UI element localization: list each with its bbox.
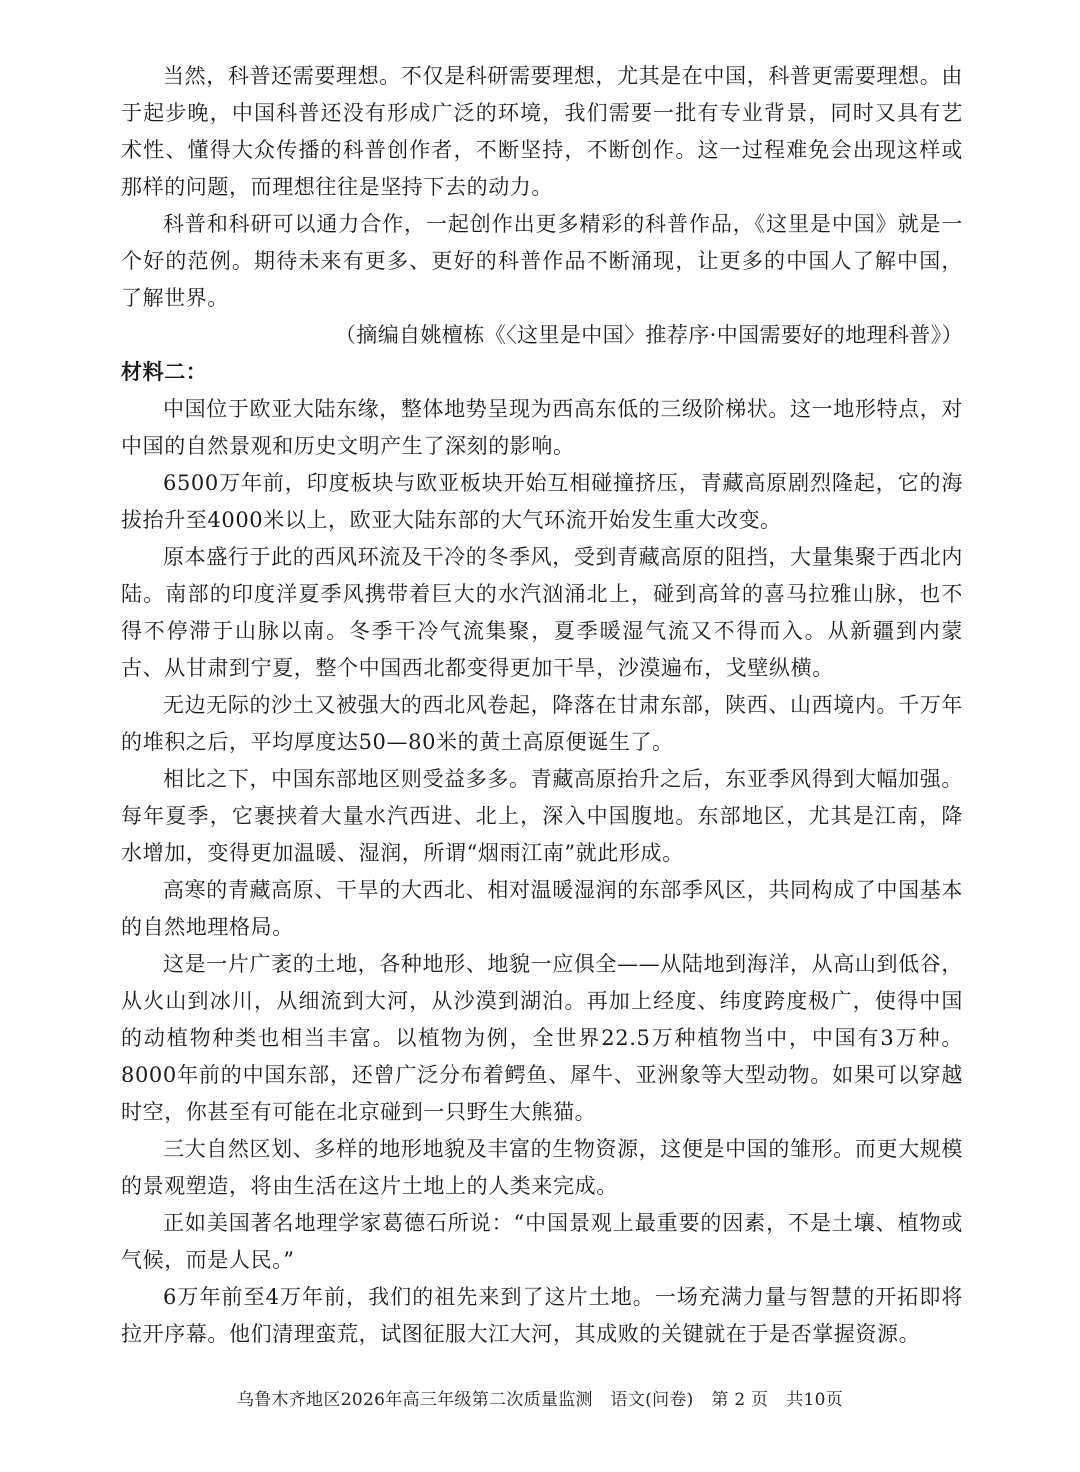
paragraph: 中国位于欧亚大陆东缘，整体地势呈现为西高东低的三级阶梯状。这一地形特点，对中国的自然景观和历史文明产生了深刻的影响。 xyxy=(121,397,963,458)
paragraph: 无边无际的沙土又被强大的西北风卷起，降落在甘肃东部，陕西、山西境内。千万年的堆积之后，平均厚度达50—80米的黄土高原便诞生了。 xyxy=(121,693,963,754)
exam-title: 乌鲁木齐地区2026年高三年级第二次质量监测 xyxy=(236,1390,593,1410)
page-total: 共10页 xyxy=(786,1390,844,1410)
paragraph: 相比之下，中国东部地区则受益多多。青藏高原抬升之后，东亚季风得到大幅加强。每年夏季，它裹挟着大量水汽西进、北上，深入中国腹地。东部地区，尤其是江南，降水增加，变得更加温暖、湿润，所谓“烟雨江南”就此形成。 xyxy=(121,767,963,865)
page-footer xyxy=(0,1386,1080,1414)
paragraph: 三大自然区划、多样的地形地貌及丰富的生物资源，这便是中国的雏形。而更大规模的景观塑造，将由生活在这片土地上的人类来完成。 xyxy=(121,1137,963,1198)
paragraph: 正如美国著名地理学家葛德石所说：“中国景观上最重要的因素，不是土壤、植物或气候，而是人民。” xyxy=(121,1211,963,1272)
paragraph: 6万年前至4万年前，我们的祖先来到了这片土地。一场充满力量与智慧的开拓即将拉开序幕。他们清理蛮荒，试图征服大江大河，其成败的关键就在于是否掌握资源。 xyxy=(121,1285,963,1346)
page-number: 第 2 页 xyxy=(711,1390,769,1410)
subject-label: 语文(问卷) xyxy=(610,1390,694,1410)
paragraph: 原本盛行于此的西风环流及干冷的冬季风，受到青藏高原的阻挡，大量集聚于西北内陆。南部的印度洋夏季风携带着巨大的水汽汹涌北上，碰到高耸的喜马拉雅山脉，也不得不停滞于山脉以南。冬季干冷气流集聚，夏季暖湿气流又不得而入。从新疆到内蒙古、从甘肃到宁夏，整个中国西北都变得更加干旱，沙漠遍布，戈壁纵横。 xyxy=(121,545,963,680)
page-content xyxy=(121,58,963,1353)
paragraph: 当然，科普还需要理想。不仅是科研需要理想，尤其是在中国，科普更需要理想。由于起步晚，中国科普还没有形成广泛的环境，我们需要一批有专业背景，同时又具有艺术性、懂得大众传播的科普创作者，不断坚持，不断创作。这一过程难免会出现这样或那样的问题，而理想往往是坚持下去的动力。 xyxy=(121,64,963,199)
section-heading: 材料二： xyxy=(121,360,208,384)
paragraph: 6500万年前，印度板块与欧亚板块开始互相碰撞挤压，青藏高原剧烈隆起，它的海拔抬升至4000米以上，欧亚大陆东部的大气环流开始发生重大改变。 xyxy=(121,471,963,532)
paragraph: 科普和科研可以通力合作，一起创作出更多精彩的科普作品，《这里是中国》就是一个好的范例。期待未来有更多、更好的科普作品不断涌现，让更多的中国人了解中国，了解世界。 xyxy=(121,212,963,310)
source-citation: （摘编自姚檀栋《〈这里是中国〉推荐序·中国需要好的地理科普》） xyxy=(334,323,963,347)
paragraph: 高寒的青藏高原、干旱的大西北、相对温暖湿润的东部季风区，共同构成了中国基本的自然地理格局。 xyxy=(121,878,963,939)
paragraph: 这是一片广袤的土地，各种地形、地貌一应俱全——从陆地到海洋，从高山到低谷，从火山到冰川，从细流到大河，从沙漠到湖泊。再加上经度、纬度跨度极广，使得中国的动植物种类也相当丰富。以植物为例，全世界22.5万种植物当中，中国有3万种。8000年前的中国东部，还曾广泛分布着鳄鱼、犀牛、亚洲象等大型动物。如果可以穿越时空，你甚至有可能在北京碰到一只野生大熊猫。 xyxy=(121,952,963,1124)
